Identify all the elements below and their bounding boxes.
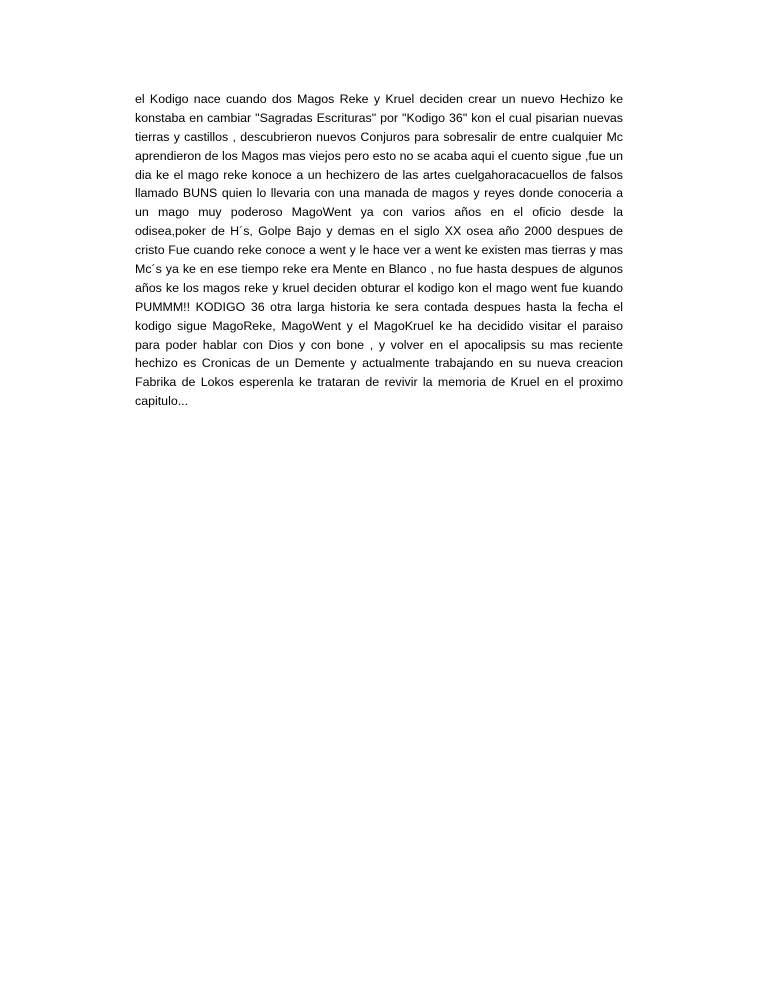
text-line: Fabrika de Lokos esperenla ke trataran de revivir la memoria de Kruel en el proximo [135,375,623,390]
text-line: PUMMM!! KODIGO 36 otra larga historia ke sera contada despues hasta la fecha el [135,299,623,314]
text-line: Mc´s ya ke en ese tiempo reke era Mente en Blanco , no fue hasta despues de algunos [135,262,623,277]
text-line: el Kodigo nace cuando dos Magos Reke y Kruel deciden crear un nuevo Hechizo ke [135,92,623,106]
text-line: capitulo... [135,394,189,409]
text-line: kodigo sigue MagoReke, MagoWent y el MagoKruel ke ha decidido visitar el paraiso [135,318,623,333]
text-line: llamado BUNS quien lo llevaria con una manada de magos y reyes donde conoceria a [135,186,623,201]
text-line: para poder hablar con Dios y con bone , y volver en el apocalipsis su mas reciente [135,337,623,352]
text-line: odisea,poker de H´s, Golpe Bajo y demas en el siglo XX osea año 2000 despues de [135,224,623,239]
body-text [135,90,623,411]
text-line: dia ke el mago reke konoce a un hechizero de las artes cuelgahoracacuellos de falsos [135,167,623,182]
text-line: konstaba en cambiar "Sagradas Escrituras" por "Kodigo 36" kon el cual pisarian nuevas [135,110,623,125]
text-line: hechizo es Cronicas de un Demente y actualmente trabajando en su nueva creacion [135,356,623,371]
text-line: aprendieron de los Magos mas viejos pero esto no se acaba aqui el cuento sigue ,fue un [135,148,623,163]
text-line: años ke los magos reke y kruel deciden obturar el kodigo kon el mago went fue kuando [135,280,623,295]
text-line: tierras y castillos , descubrieron nuevos Conjuros para sobresalir de entre cualquier Mc [135,129,623,144]
text-line: un mago muy poderoso MagoWent ya con varios años en el oficio desde la [135,205,623,220]
text-line: cristo Fue cuando reke conoce a went y le hace ver a went ke existen mas tierras y mas [135,243,623,258]
